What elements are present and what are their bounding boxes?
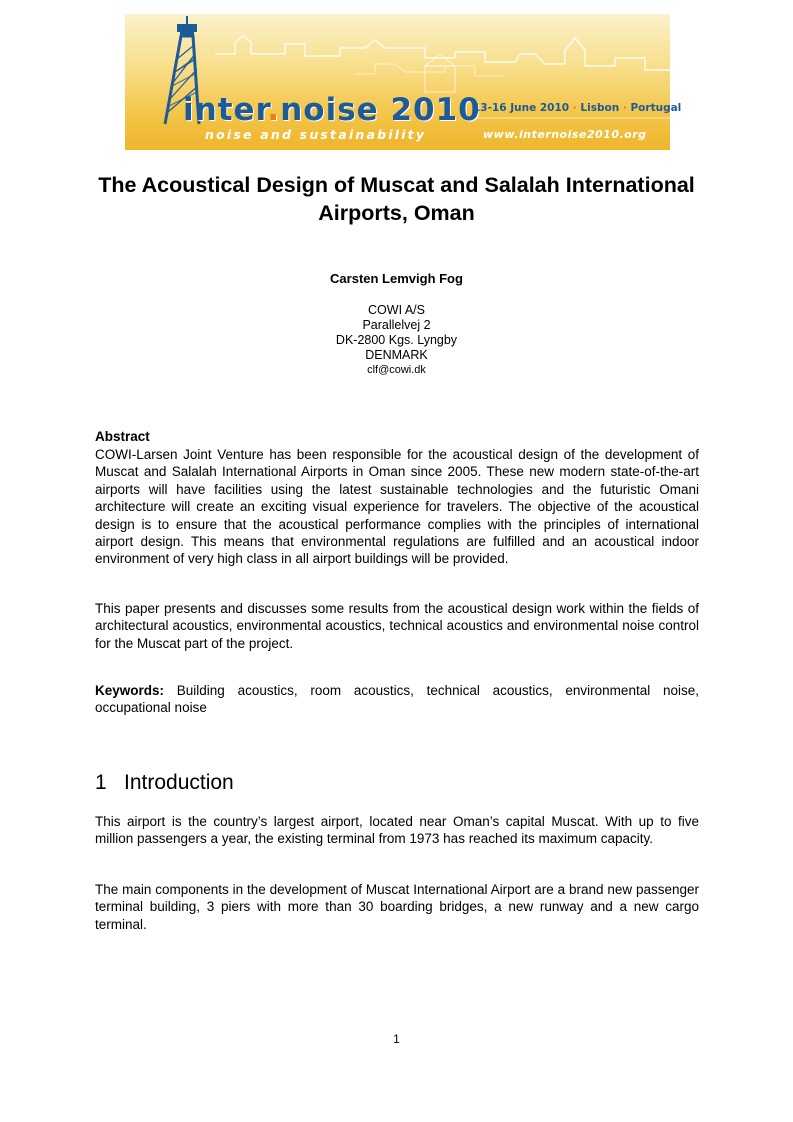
affiliation-company: COWI A/S [368,303,425,317]
section-number: 1 [95,771,107,794]
author-affiliation [95,303,698,378]
abstract-paragraph-1: COWI-Larsen Joint Venture has been responsible for the acoustical design of the development of Muscat and Salalah International Airports in Oman since 2005. These new modern state-of-the-art airports will have facilities using the latest sustainable technologies and the futuristic Omani architecture will create an exciting visual experience for travelers. The objective of the acoustical design is to ensure that the acoustical performance complies with the principles of international airport design. This means that environmental regulations are fulfilled and an acoustical indoor environment of very high class in all airport buildings will be provided. [95,447,699,567]
affiliation-country: DENMARK [365,348,428,362]
introduction-paragraph-1: This airport is the country’s largest airport, located near Oman’s capital Muscat. With up to five million passengers a year, the existing terminal from 1973 has reached its maximum capacity. [95,814,699,847]
introduction-paragraph-2: The main components in the development of Muscat International Airport are a brand new passenger terminal building, 3 piers with more than 30 boarding bridges, a new runway and a new cargo terminal. [95,882,699,932]
conference-url: www.internoise2010.org [483,128,647,141]
section-heading-introduction [95,771,234,795]
author-email: clf@cowi.dk [367,364,426,376]
keywords-label: Keywords: [95,683,165,698]
conference-banner [125,14,682,150]
conference-date-location: 13-16 June 2010 · Lisbon · Portugal [473,102,682,114]
keywords-text: Building acoustics, room acoustics, technical acoustics, environmental noise, occupational noise [95,683,699,716]
conference-tagline: noise and sustainability [205,127,427,142]
paper-author: Carsten Lemvigh Fog [330,271,463,286]
abstract-paragraph-2: This paper presents and discusses some results from the acoustical design work within the fields of architectural acoustics, environmental acoustics, technical acoustics and environmental noise control for the Muscat part of the project. [95,601,699,651]
keywords [95,682,699,717]
conference-logo-text: inter.noise 2010 [183,92,481,128]
affiliation-city: DK-2800 Kgs. Lyngby [335,333,458,347]
section-title: Introduction [124,771,234,794]
affiliation-street: Parallelvej 2 [362,318,431,332]
paper-title: The Acoustical Design of Muscat and Salalah International Airports, Oman [98,173,695,225]
abstract-heading: Abstract [95,429,150,444]
page-number: 1 [393,1032,400,1046]
